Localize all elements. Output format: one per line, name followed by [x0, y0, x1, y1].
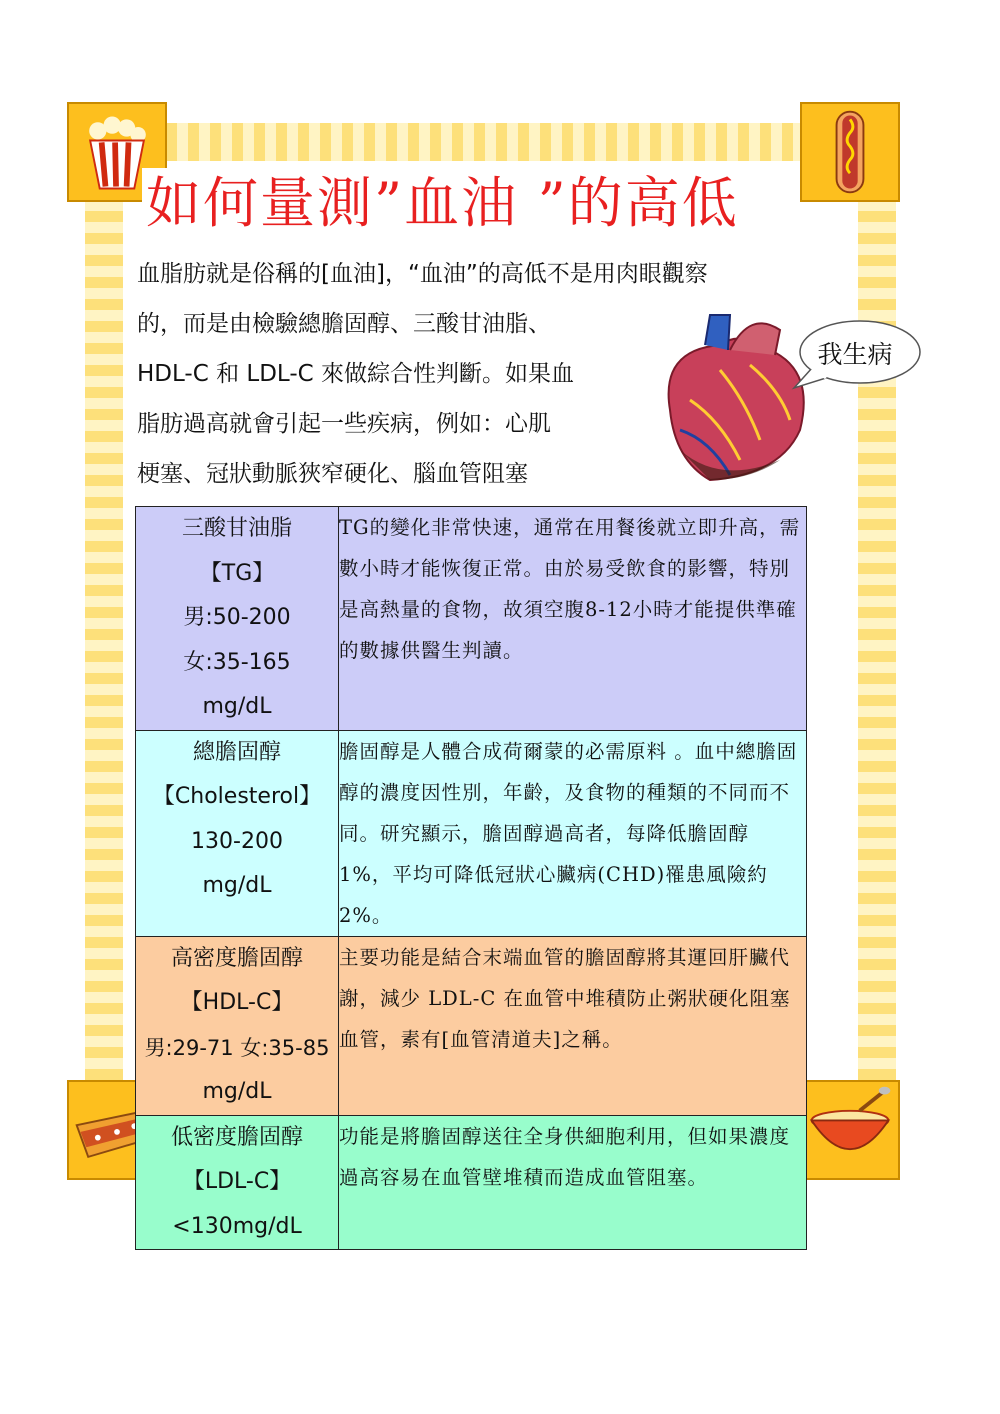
lipid-abbr: 【LDL-C】: [182, 1169, 292, 1194]
page-title: 如何量測”血油 ”的高低: [142, 168, 743, 238]
intro-line: 脂肪過高就會引起一些疾病，例如：心肌: [137, 411, 551, 437]
lipid-range: <130mg/dL: [172, 1213, 302, 1239]
speech-bubble-text: 我生病: [817, 340, 893, 369]
lipid-name-cell: [136, 507, 339, 731]
table-row: [136, 936, 807, 1115]
lipid-name-cell: [136, 730, 339, 936]
lipid-range: 女:35-165: [183, 649, 291, 675]
bowl-icon: [800, 1080, 900, 1180]
intro-line: HDL-C 和 LDL-C 來做綜合性判斷。如果血: [137, 361, 574, 387]
lipid-unit: mg/dL: [202, 694, 272, 719]
lipid-name-cell: [136, 936, 339, 1115]
lipid-unit: mg/dL: [202, 873, 272, 898]
lipid-table: [135, 506, 807, 1250]
lipid-name-cell: [136, 1115, 339, 1250]
lipid-name: 高密度膽固醇: [170, 945, 303, 971]
hotdog-icon: [800, 102, 900, 202]
lipid-abbr: 【Cholesterol】: [152, 784, 322, 809]
lipid-abbr: 【TG】: [199, 560, 275, 586]
lipid-range: 130-200: [191, 828, 283, 854]
frame-right-border: [858, 123, 896, 1103]
lipid-description: TG的變化非常快速，通常在用餐後就立即升高，需數小時才能恢復正常。由於易受飲食的影響，特別是高熱量的食物，故須空腹8-12小時才能提供準確的數據供醫生判讀。: [339, 507, 807, 731]
table-row: [136, 507, 807, 731]
lipid-name: 三酸甘油脂: [181, 516, 292, 541]
lipid-description: 功能是將膽固醇送往全身供細胞利用，但如果濃度過高容易在血管壁堆積而造成血管阻塞。: [339, 1115, 807, 1250]
intro-line: 血脂肪就是俗稱的[血油]，“血油”的高低不是用肉眼觀察: [137, 261, 708, 287]
frame-top-border: [100, 123, 900, 161]
lipid-unit: mg/dL: [202, 1079, 272, 1104]
lipid-abbr: 【HDL-C】: [180, 990, 294, 1015]
intro-line: 梗塞、冠狀動脈狹窄硬化、腦血管阻塞: [137, 461, 528, 487]
table-row: [136, 1115, 807, 1250]
lipid-description: 主要功能是結合末端血管的膽固醇將其運回肝臟代謝，減少 LDL-C 在血管中堆積防止粥狀硬化阻塞血管，素有[血管清道夫]之稱。: [339, 936, 807, 1115]
lipid-name: 低密度膽固醇: [170, 1124, 303, 1150]
frame-left-border: [85, 123, 123, 1103]
lipid-name: 總膽固醇: [192, 739, 281, 765]
lipid-range: 男:50-200: [183, 605, 291, 630]
table-row: [136, 730, 807, 936]
lipid-description: 膽固醇是人體合成荷爾蒙的必需原料 。血中總膽固醇的濃度因性別，年齡，及食物的種類的不同而不同。研究顯示，膽固醇過高者，每降低膽固醇 1%，平均可降低冠狀心臟病(CHD)罹患風險約 2%。: [339, 730, 807, 936]
lipid-range: 男:29-71 女:35-85: [144, 1035, 330, 1060]
intro-line: 的，而是由檢驗總膽固醇、三酸甘油脂、: [137, 311, 551, 337]
